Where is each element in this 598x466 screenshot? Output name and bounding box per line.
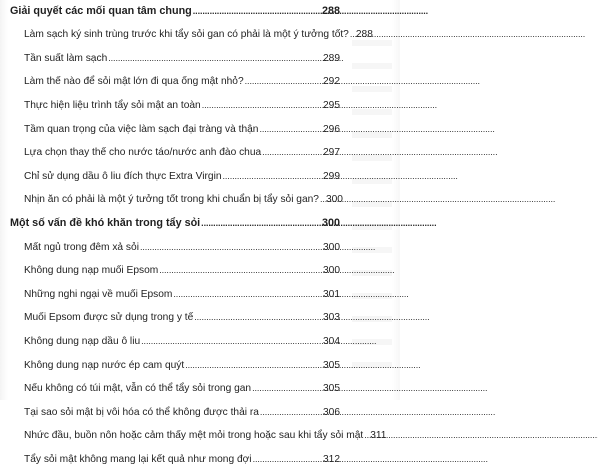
toc-entry [0, 254, 400, 278]
toc-entry-title: Nhịn ăn có phải là một ý tưởng tốt trong khi chuẩn bị tẩy sỏi gan? [24, 194, 319, 206]
dot-leader [259, 123, 321, 136]
toc-page-number: 311 [370, 430, 387, 442]
toc-page-number: 295 [323, 99, 340, 111]
toc-entry-title: Nếu không có túi mật, vẫn có thể tẩy sỏi trong gan [24, 383, 252, 395]
toc-entry-title: Chỉ sử dụng dầu ô liu đích thực Extra Virgin [24, 170, 222, 182]
toc-entry-title: Mất ngủ trong đêm xả sỏi [24, 241, 139, 253]
toc-page-number: 305 [323, 359, 340, 371]
toc-entry-title: Thực hiện liệu trình tẩy sỏi mật an toàn [24, 99, 201, 111]
toc-page-number: 300 [323, 241, 340, 253]
toc-entry-title: Một số vấn đề khó khăn trong tẩy sỏi [10, 216, 201, 229]
toc-page-number: 300 [321, 216, 340, 229]
toc-page-number: 289 [323, 52, 340, 64]
toc-entry [0, 112, 400, 136]
toc-page-number: 301 [323, 288, 340, 300]
toc-entry-title: Không dung nạp dầu ô liu [24, 335, 141, 347]
toc-entry-title: Lựa chọn thay thế cho nước táo/nước anh đào chua [24, 147, 262, 159]
toc-page-number: 288 [355, 29, 373, 41]
dot-leader [159, 264, 321, 277]
toc-page-number: 292 [323, 76, 340, 88]
dot-leader [185, 359, 321, 372]
toc-entry [0, 419, 400, 443]
dot-leader [108, 52, 321, 65]
toc-page-number: 299 [323, 170, 340, 182]
toc-page-number: 304 [323, 335, 340, 347]
toc-entry [0, 65, 400, 89]
toc-page-number: 306 [323, 406, 340, 418]
dot-leader [141, 335, 321, 348]
toc-entry [0, 88, 400, 112]
dot-leader [173, 288, 321, 301]
toc-entry-title: Tại sao sỏi mật bị vôi hóa có thể không được thải ra [24, 406, 259, 418]
toc-entry-title: Tần suất làm sạch [24, 52, 108, 64]
dot-leader [201, 217, 320, 230]
toc-entry-title: Giải quyết các mối quan tâm chung [10, 4, 192, 17]
toc-entry [0, 442, 400, 466]
toc-entry [0, 41, 400, 65]
toc-entry [0, 18, 400, 42]
toc-page-number: 303 [323, 312, 340, 324]
toc-entry [0, 230, 400, 254]
toc-page-number: 312 [323, 453, 340, 465]
toc-section-heading [0, 0, 400, 18]
toc-entry-title: Tầm quan trọng của việc làm sạch đại tràng và thận [24, 123, 259, 135]
toc-entry-title: Nhức đầu, buồn nôn hoặc cảm thấy mệt mỏi trong hoặc sau khi tẩy sỏi mật [24, 430, 364, 442]
toc-section-heading [0, 206, 400, 230]
toc-entry-title: Muối Epsom được sử dụng trong y tế [24, 312, 194, 324]
toc-entry-title: Không dung nạp muối Epsom [24, 265, 159, 277]
toc-page-number: 297 [323, 147, 340, 159]
toc-page-number: 300 [323, 265, 340, 277]
toc-entry [0, 372, 400, 396]
toc-entry [0, 348, 400, 372]
toc-page-number: 288 [321, 4, 340, 17]
dot-leader [260, 406, 321, 419]
dot-leader [223, 170, 322, 183]
toc-page-number: 300 [325, 194, 343, 206]
dot-leader [194, 311, 321, 324]
toc-entry [0, 395, 400, 419]
toc-entry [0, 277, 400, 301]
toc-entry-title: Làm sạch ký sinh trùng trước khi tẩy sỏi gan có phải là một ý tưởng tốt? [24, 29, 349, 41]
dot-leader [140, 241, 321, 254]
dot-leader [253, 453, 321, 466]
toc-entry-title: Không dung nạp nước ép cam quýt [24, 359, 185, 371]
toc-page-number: 305 [323, 383, 340, 395]
toc-entry-title: Làm thế nào để sỏi mật lớn đi qua ống mật nhỏ? [24, 76, 244, 88]
dot-leader [202, 99, 321, 112]
dot-leader [252, 382, 321, 395]
toc-page-number: 296 [323, 123, 340, 135]
toc-entry [0, 136, 400, 160]
toc-entry-title: Tẩy sỏi mật không mang lại kết quả như mong đợi [24, 453, 252, 465]
toc-entry [0, 324, 400, 348]
dot-leader [245, 75, 321, 88]
toc-entry-title: Những nghi ngại về muối Epsom [24, 288, 173, 300]
dot-leader [262, 146, 321, 159]
toc-entry [0, 183, 400, 207]
toc-entry [0, 301, 400, 325]
dot-leader [193, 5, 320, 18]
toc-entry [0, 159, 400, 183]
